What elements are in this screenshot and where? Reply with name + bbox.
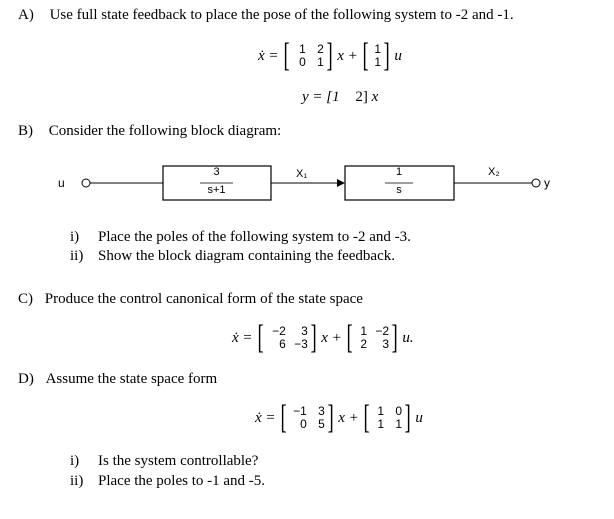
input-label: u [58, 176, 65, 190]
section-c-text: Produce the control canonical form of the state space [44, 291, 363, 307]
input-node [82, 179, 90, 187]
cell: 3 [301, 324, 308, 338]
cell: −2 [272, 324, 286, 338]
eq-c-end: u. [402, 329, 414, 346]
section-d-label: D) [18, 371, 34, 387]
item-marker: ii) [70, 473, 84, 489]
eq-d-end: u [415, 409, 423, 426]
matrix-d-B: [ 1 0 1 1 ] [363, 399, 411, 436]
cell: 3 [382, 337, 390, 351]
cell: 3 [318, 404, 325, 418]
signal-x1: X₁ [296, 168, 308, 180]
eq-a-lhs: ẋ = [258, 47, 279, 64]
eq-a2-c2: 2] [355, 89, 368, 105]
cell: 1 [377, 417, 385, 431]
matrix-a-A: [ 1 2 0 1 ] [283, 37, 333, 74]
section-a-label: A) [18, 7, 34, 23]
cell: 2 [317, 42, 324, 56]
eq-d-mid: x + [338, 409, 359, 426]
output-label: y [544, 176, 550, 190]
item-marker: ii) [70, 248, 84, 264]
output-node [532, 179, 540, 187]
item-text: Place the poles to -1 and -5. [98, 473, 266, 489]
cell: 0 [395, 404, 403, 418]
section-d-heading [18, 370, 217, 388]
matrix-c-B: [ 1 −2 2 3 ] [346, 319, 398, 356]
cell: 0 [300, 417, 307, 431]
list-item [70, 247, 395, 265]
block-1-denominator: s+1 [207, 184, 226, 196]
block-1-numerator: 3 [213, 166, 220, 178]
cell: −2 [375, 324, 390, 338]
cell: 1 [317, 55, 324, 69]
list-item [70, 472, 265, 490]
list-item [70, 452, 258, 470]
section-b-text: Consider the following block diagram: [48, 123, 282, 139]
cell: −1 [293, 404, 307, 418]
cell: 1 [377, 404, 385, 418]
cell: 1 [395, 417, 403, 431]
eq-c-mid: x + [321, 329, 342, 346]
eq-d-lhs: ẋ = [255, 409, 276, 426]
section-c-label: C) [18, 291, 33, 307]
cell: 1 [374, 42, 382, 56]
section-d-text: Assume the state space form [45, 371, 218, 387]
section-a-text: Use full state feedback to place the pose of the following system to -2 and -1. [49, 7, 514, 23]
item-text: Place the poles of the following system to -2 and -3. [98, 229, 411, 245]
matrix-d-A: [ −1 3 0 5 ] [280, 399, 334, 436]
item-text: Is the system controllable? [98, 453, 259, 469]
cell: 1 [374, 55, 382, 69]
matrix-a-B: [ 1 1 ] [362, 37, 390, 74]
block-2-numerator: 1 [395, 166, 403, 178]
list-item [70, 228, 411, 246]
signal-x2: X₂ [488, 166, 500, 178]
eq-c-lhs: ẋ = [232, 329, 253, 346]
eq-a2-lhs: y = [1 [302, 89, 340, 105]
eq-a-mid: x + [337, 47, 358, 64]
cell: 6 [279, 337, 286, 351]
item-marker: i) [70, 453, 80, 469]
cell: 5 [318, 417, 325, 431]
matrix-c-A: [ −2 3 6 −3 ] [257, 319, 317, 356]
cell: 2 [360, 337, 368, 351]
eq-a2-end: x [371, 89, 379, 105]
section-b-label: B) [18, 123, 33, 139]
cell: 0 [299, 55, 306, 69]
equation-d [255, 400, 423, 436]
block-2-denominator: s [396, 184, 402, 196]
cell: −3 [294, 337, 308, 351]
cell: 1 [360, 324, 368, 338]
equation-c [232, 320, 414, 356]
eq-a-end: u [394, 47, 402, 64]
section-c-heading [18, 290, 363, 308]
item-marker: i) [70, 229, 80, 245]
item-text: Show the block diagram containing the feedback. [98, 248, 395, 264]
cell: 1 [299, 42, 306, 56]
